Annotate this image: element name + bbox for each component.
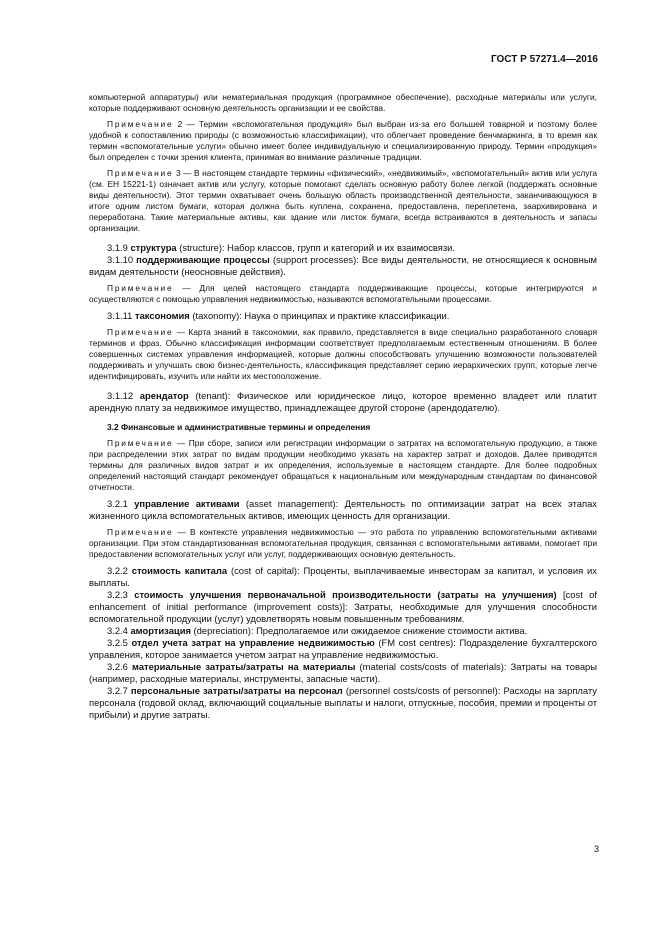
term-3-1-12: 3.1.12 арендатор (tenant): Физическое или юридическое лицо, которое временно владеет или платит арендную плату за недвижимое имущество, принадлежащее другой стороне (арендодателю). [89, 390, 598, 413]
term-3-2-4: 3.2.4 амортизация (depreciation): Предполагаемое или ожидаемое снижение стоимости актива. [107, 625, 528, 636]
section-heading-3-2: 3.2 Финансовые и административные термины и определения [107, 422, 371, 432]
term-3-2-2: 3.2.2 стоимость капитала (cost of capital): Проценты, выплачиваемые инвесторам за капитал, и условия их выплаты. [89, 565, 597, 588]
term-3-1-9: 3.1.9 структура (structure): Набор классов, групп и категорий и их взаимосвязи. [107, 242, 456, 253]
note-3-1-10: Примечание — Для целей настоящего стандарта поддерживающие процессы, которые интегрируются и осуществляются с помощью управления недвижимостью, называются вспомогательными процессами. [89, 283, 597, 304]
term-3-2-1: 3.2.1 управление активами (asset management): Деятельность по оптимизации затрат на всех этапах жизненного цикла вспомогательных активов, имеющих ценность для организации. [89, 498, 597, 521]
term-3-2-5: 3.2.5 отдел учета затрат на управление недвижимостью (FM cost centres): Подразделение бухгалтерского управления, которое занимается учетом затрат на управление недвижимостью. [89, 637, 597, 660]
note-3-2-1: Примечание — В контексте управления недвижимостью — это работа по управлению вспомогательными активами организации. При этом стандартизованная вспомогательная продукция, связанная с вспомогательными активами, помогает при предоставлении вспомогательных услуг или услуг, поддерживающих основную деятельность. [89, 527, 597, 559]
note-label: Примечание [107, 119, 174, 129]
page-number: 3 [593, 844, 599, 854]
note-3-1-11: Примечание — Карта знаний в таксономии, как правило, представляется в виде специально разработанного словаря терминов и фраз. Обычно классификация информации соответствует предполагаемым естественным отношениям. В более совершенных системах управления информацией, которые должны способствовать улучшению возможности пользователей поддерживать и улучшать свою бизнес-деятельность, классификация представляет серию иерархических групп, которые легче идентифицировать, изучить или найти их местоположение. [89, 327, 597, 381]
standard-code: ГОСТ Р 57271.4—2016 [490, 54, 598, 65]
term-3-2-7: 3.2.7 персональные затраты/затраты на персонал (personnel costs/costs of personnel): Расходы на зарплату персонала (годовой оклад, включающий социальные выплаты и налоги, отпускные, пособия, премии и проценты от прибыли) и другие затраты. [89, 685, 597, 720]
note-2: Примечание 2 — Термин «вспомогательная продукция» был выбран из-за его большей товарной и поэтому более удобной к сопоставлению природы (с возможностью классификации), что облегчает проведение бенчмаркинга, в то время как термин «вспомогательные услуги» обычно имеет более индивидуальную и специализированную природу. Термин «продукция» был определен с точки зрения клиента, принимая во внимание различные традиции. [89, 119, 597, 162]
paragraph-continuation: компьютерной аппаратуры) или нематериальная продукция (программное обеспечение), расходные материалы или услуги, которые поддерживают основную деятельность организации и ее свойства. [89, 92, 597, 113]
term-3-2-3: 3.2.3 стоимость улучшения первоначальной производительности (затраты на улучшения) [cost of enhancement of initial performance (improvement costs)]: Затраты, необходимые для улучшения способности вспомогательной продукции (услуг) удовлетворять новым повышенным требованиям. [89, 589, 598, 624]
term-3-1-10: 3.1.10 поддерживающие процессы (support processes): Все виды деятельности, не относящиеся к основным видам деятельности (неосновные действия). [89, 254, 597, 277]
note-3-2: Примечание — При сборе, записи или регистрации информации о затратах на вспомогательную продукцию, а также при распределении этих затрат по видам продукции необходимо указать на характер затрат и доходов. Далее приводятся термины для различных видов затрат и их определения, используемые в настоящем стандарте. Для более подробных определений настоящий стандарт рекомендует обращаться к национальным или международным стандартам по финансовой отчетности. [89, 438, 597, 492]
term-3-1-11: 3.1.11 таксономия (taxonomy): Наука о принципах и практике классификации. [107, 310, 450, 321]
page-content [89, 92, 597, 721]
note-3: Примечание 3 — В настоящем стандарте термины «физический», «недвижимый», «вспомогательный» актив или услуга (см. ЕН 15221-1) означает актив или услугу, которые помогают сделать основную работу более легкой (поддержать основные виды деятельности). Этот термин охватывает очень большую область производственной деятельности, заканчивающуюся в итоге одним листом бумаги, которая должна быть куплена, сохранена, предоставлена, переплетена, заархивирована и переработана. Такие материальные активы, как здание или листок бумаги, всегда встраиваются в деятельность и запасы организации. [89, 168, 597, 233]
note-label: Примечание [107, 168, 174, 178]
term-3-2-6: 3.2.6 материальные затраты/затраты на материалы (material costs/costs of materials): Затраты на товары (например, расходные материалы, инструменты, запасные части). [89, 661, 597, 684]
